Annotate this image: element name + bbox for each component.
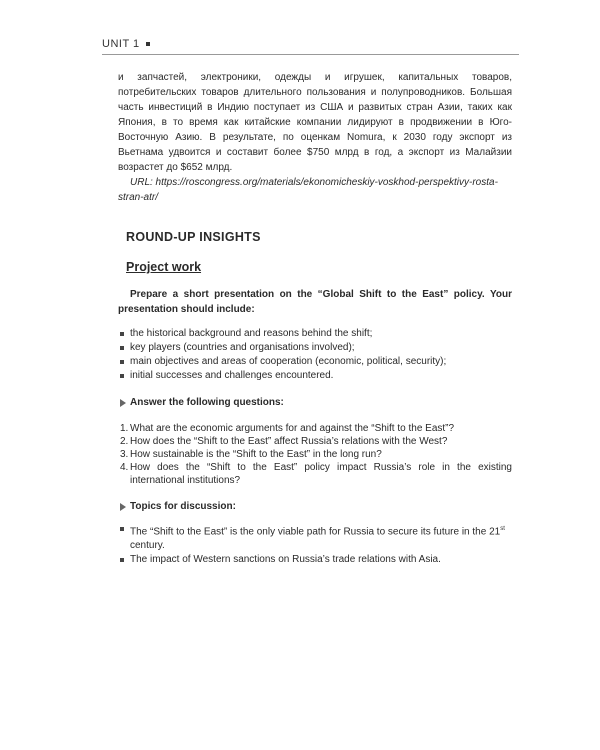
intro-paragraph: и запчастей, электроники, одежды и игрушек, капитальных товаров, потребительских товаров длительного пользования и полупроводников. Большая часть инвестиций в Индию поступает из США и развитых стран Азии, таких как Япония, в то время как китайские компании лидируют в продвижении в Юго-Восточную Азию. В результате, по оценкам Nomura, к 2030 году экспорт из Вьетнама удвоится и составит более $750 млрд в год, а экспорт из Малайзии возрастет до $652 млрд.	[118, 72, 512, 173]
unit-label: UNIT 1	[102, 38, 140, 50]
header-divider	[102, 54, 519, 55]
question-item: 3. How sustainable is the “Shift to the East” in the long run?	[120, 449, 382, 460]
list-item: The “Shift to the East” is the only viable path for Russia to secure its future in the 21st century.	[120, 522, 512, 553]
question-item: 1. What are the economic arguments for and against the “Shift to the East”?	[120, 423, 455, 434]
subsection-title: Project work	[126, 260, 202, 274]
triangle-marker-icon	[120, 503, 126, 511]
square-bullet-icon	[120, 360, 124, 364]
square-bullet-icon	[120, 527, 124, 531]
questions-heading: Answer the following questions:	[120, 397, 512, 408]
source-url[interactable]: URL: https://roscongress.org/materials/ekonomicheskiy-voskhod-perspektivy-rosta-stran-atr/	[118, 177, 498, 203]
list-item: main objectives and areas of cooperation (economic, political, security);	[120, 355, 512, 369]
questions-list	[120, 422, 512, 487]
running-header	[102, 38, 150, 50]
question-item: 2. How does the “Shift to the East” affect Russia’s relations with the West?	[120, 436, 448, 447]
page-content	[118, 70, 512, 567]
list-item: the historical background and reasons behind the shift;	[120, 327, 512, 341]
square-bullet-icon	[120, 374, 124, 378]
square-bullet-icon	[146, 42, 150, 46]
presentation-items-list	[120, 327, 512, 383]
square-bullet-icon	[120, 332, 124, 336]
list-item: The impact of Western sanctions on Russia’s trade relations with Asia.	[120, 553, 512, 567]
list-item: initial successes and challenges encountered.	[120, 369, 512, 383]
triangle-marker-icon	[120, 399, 126, 407]
section-title: ROUND-UP INSIGHTS	[126, 230, 261, 244]
list-item: key players (countries and organisations involved);	[120, 341, 512, 355]
topics-list	[120, 522, 512, 567]
square-bullet-icon	[120, 558, 124, 562]
question-item: 4. How does the “Shift to the East” policy impact Russia’s role in the existing international institutions?	[120, 462, 512, 486]
square-bullet-icon	[120, 346, 124, 350]
task-instruction: Prepare a short presentation on the “Global Shift to the East” policy. Your presentation should include:	[118, 289, 512, 315]
topics-heading: Topics for discussion:	[120, 501, 512, 512]
